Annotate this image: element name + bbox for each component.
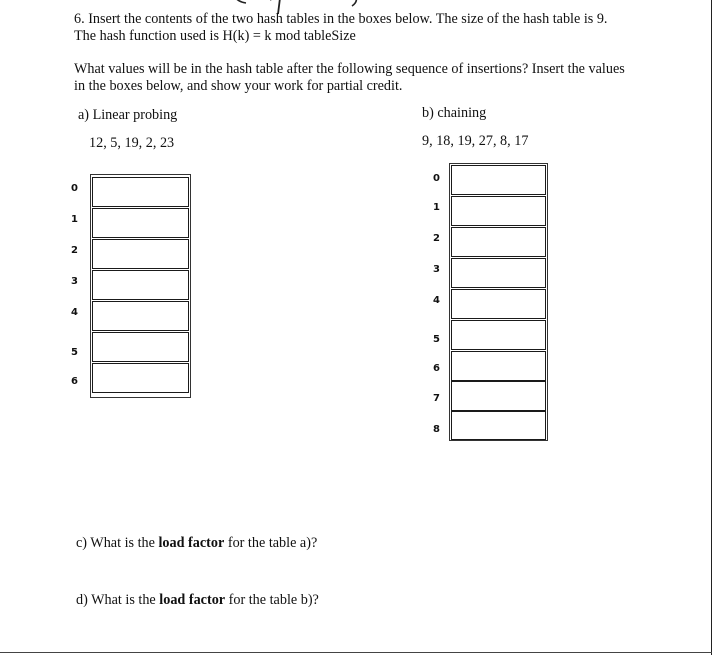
table-a-index: 2 (71, 245, 78, 256)
part-b-sequence: 9, 18, 19, 27, 8, 17 (422, 133, 529, 149)
table-a-slot[interactable] (92, 239, 189, 269)
question-line-1: 6. Insert the contents of the two hash tables in the boxes below. The size of the hash table is 9. (74, 11, 608, 27)
table-b-slot[interactable] (451, 351, 546, 381)
question-c-suffix: for the table a)? (224, 535, 318, 551)
question-d-bold: load factor (159, 592, 226, 608)
table-b-index: 0 (433, 173, 440, 184)
page-edge-bottom (0, 652, 712, 653)
table-a-slot[interactable] (92, 332, 189, 362)
table-a-slot[interactable] (92, 208, 189, 238)
table-a-slot[interactable] (92, 177, 189, 207)
question-c-bold: load factor (158, 535, 225, 551)
question-d-suffix: for the table b)? (225, 592, 319, 608)
table-b-slot[interactable] (451, 258, 546, 288)
table-a-index: 6 (71, 376, 78, 387)
table-a-index: 5 (71, 347, 78, 358)
question-c-prefix: c) What is the (76, 535, 159, 551)
table-b-index: 7 (433, 393, 440, 404)
question-d-prefix: d) What is the (76, 592, 160, 608)
table-b-index: 8 (433, 424, 440, 435)
table-b-index: 2 (433, 233, 440, 244)
table-b-slot[interactable] (451, 227, 546, 257)
table-a-slot[interactable] (92, 270, 189, 300)
question-d (76, 591, 319, 609)
part-a-label: a) Linear probing (78, 107, 178, 123)
question-c (76, 534, 317, 552)
page-edge-right (711, 0, 712, 655)
table-b-index: 5 (433, 334, 440, 345)
question-line-2: The hash function used is H(k) = k mod tableSize (74, 28, 356, 44)
table-a-slot[interactable] (92, 301, 189, 331)
part-a-sequence: 12, 5, 19, 2, 23 (89, 135, 175, 151)
table-b-index: 3 (433, 264, 440, 275)
table-b-index: 4 (433, 295, 440, 306)
table-a-index: 3 (71, 276, 78, 287)
table-b-slot[interactable] (451, 165, 546, 195)
table-b-slot[interactable] (451, 411, 546, 440)
table-b-index: 1 (433, 202, 440, 213)
table-a-index: 4 (71, 307, 78, 318)
part-b-label: b) chaining (422, 105, 487, 121)
table-a-index: 0 (71, 183, 78, 194)
table-a-slot[interactable] (92, 363, 189, 393)
table-b-slot[interactable] (451, 320, 546, 350)
table-b-index: 6 (433, 363, 440, 374)
table-b-slot[interactable] (451, 381, 546, 411)
table-b-slot[interactable] (451, 196, 546, 226)
question-line-4: in the boxes below, and show your work for partial credit. (74, 78, 403, 94)
table-a-index: 1 (71, 214, 78, 225)
question-line-3: What values will be in the hash table after the following sequence of insertions? Insert the values (74, 61, 625, 77)
table-b-slot[interactable] (451, 289, 546, 319)
